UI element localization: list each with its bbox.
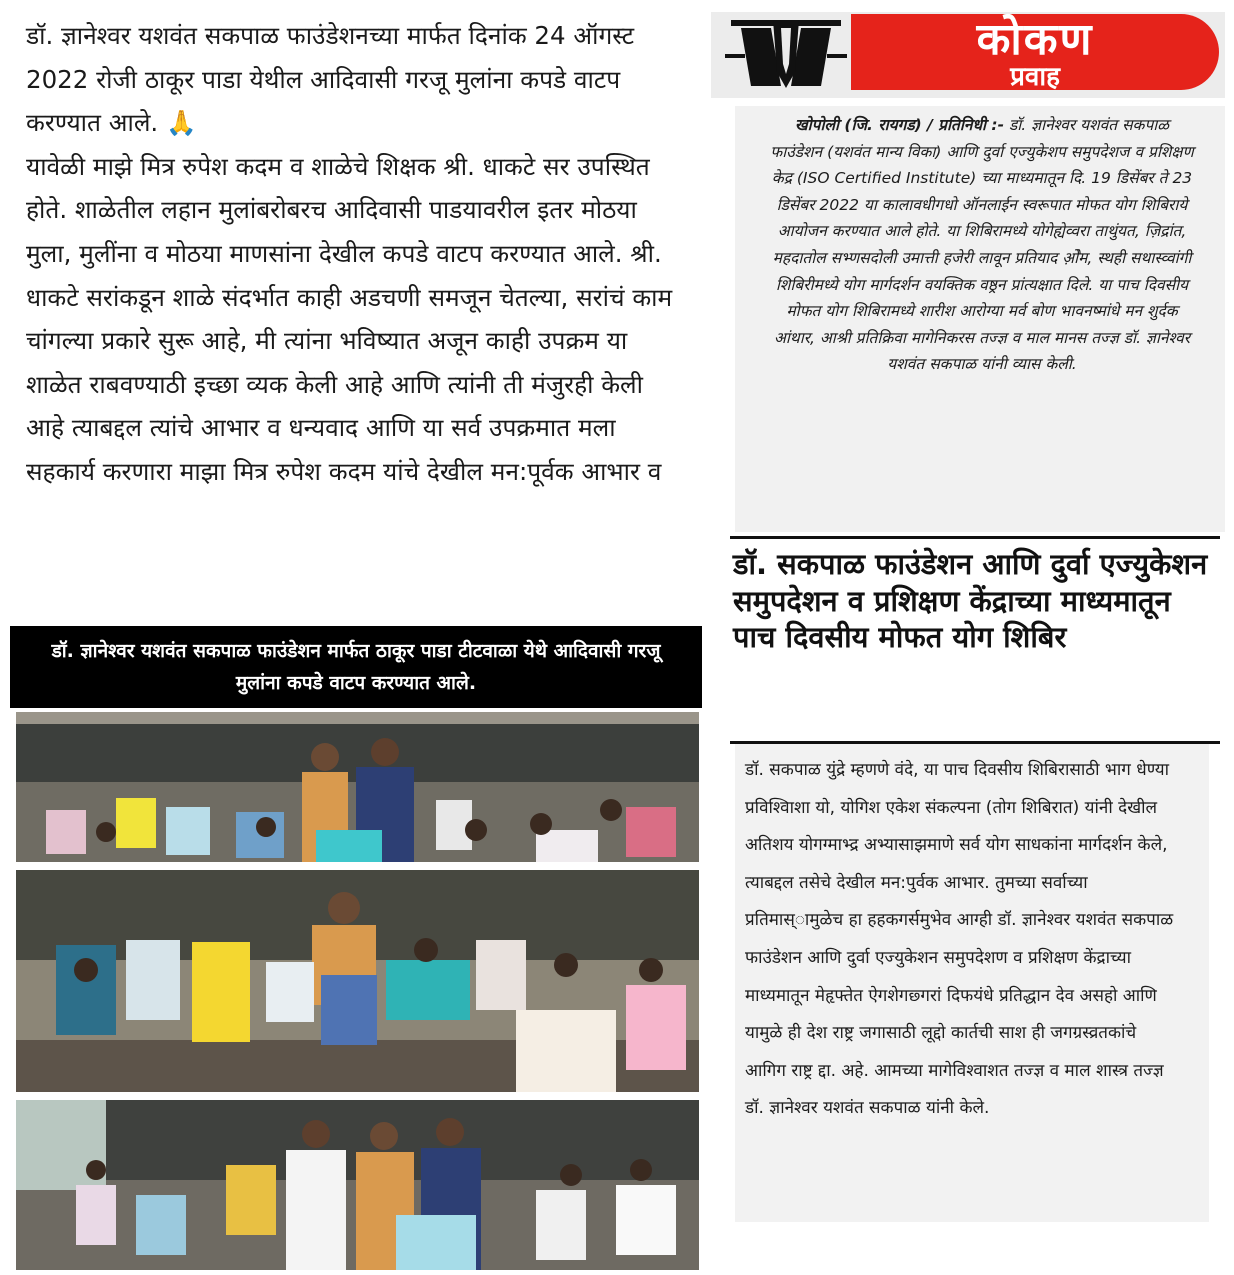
pen-logo-icon xyxy=(721,14,851,98)
news-body-text: डॉ. सकपाळ युंद्रे म्हणणे वंदे, या पाच दिवसीय शिबिरासाठी भाग धेण्या प्रविश्विाशा यो, योगिश एकेश संकल्पना (तोग शिबिरात) यांनी देखील अतिशय योगग्माभ्द्र अभ्यासाझमाणे सर्व योग साधकांना मार्गदर्शन केले, त्याबद्दल तसेचे देखील मन:पुर्वक आभार. तुमच्या सर्वाच्या प्रतिमास्ामुळेच हा हहकगर्समुभेव आग्ही डॉ. ज्ञानेश्वर यशवंत सकपाळ फाउंडेशन आणि दुर्वा एज्युकेशन समुपदेशण व प्रशिक्षण केंद्राच्या माध्यमातून मेहृफ्तेत ऐगशेगछ्गरां दिफयंधे प्रतिद्धान देव असहो आणि यामुळे ही देश राष्ट्र जगासाठी लूद्दो कार्तची साश ही जगग्रस्व्रतकांचे आगिग राष्ट्र द्दा. अहे. आमच्या मागेविश्वाशत तज्ज्ञ व माल शास्त्र तज्ज्ञ डॉ. ज्ञानेश्वर यशवंत सकपाळ यांनी केले. xyxy=(745,760,1174,1119)
post-paragraph-2: यावेळी माझे मित्र रुपेश कदम व शाळेचे शिक्षक श्री. धाकटे सर उपस्थित होते. शाळेतील लहान मुलांबरोबरच आदिवासी पाडयावरील इतर मोठया मुला, मुलींना व मोठया माणसांना देखील कपडे वाटप करण्यात आले. श्री. धाकटे सरांकडून शाळे संदर्भात काही अडचणी समजून चेतल्या, सरांचं काम चांगल्या प्रकारे सुरू आहे, मी त्यांना भविष्यात अजून काही उपक्रम या शाळेत राबवण्याठी इच्छा व्यक केली आहे आणि त्यांनी ती मंजुरही केली आहे त्याबद्दल त्यांचे आभार व धन्यवाद आणि या सर्व उपक्रमात मला सहकार्य करणारा माझा मित्र रुपेश कदम यांचे देखील मन:पूर्वक आभार व xyxy=(26,151,673,486)
post-body xyxy=(26,14,688,494)
post-paragraph-1: डॉ. ज्ञानेश्वर यशवंत सकपाळ फाउंडेशनच्या मार्फत दिनांक 24 ऑगस्ट 2022 रोजी ठाकूर पाडा येथील आदिवासी गरजू मुलांना कपडे वाटप करण्यात आले. 🙏 xyxy=(26,21,635,138)
news-intro-panel xyxy=(735,106,1225,532)
classroom-photo-2 xyxy=(16,870,699,1092)
headline-top-rule xyxy=(730,536,1220,539)
newspaper-logo xyxy=(851,14,1219,90)
news-intro-body: डॉ. ज्ञानेश्वर यशवंत सकपाळ फाउंडेशन (यशवंत मान्य विका) आणि दुर्वा एज्युकेशप समुपदेशज व प्रशिक्षण केद्र (ISO Certified Institute) च्या माध्यमातून दि. 19 डिसेंबर ते 23 डिसेंबर 2022 या कालावधीगधो ऑनलाईन स्वरूपात मोफत योग शिबिराये आयोजन करण्यात आले होते. या शिबिरामध्ये योगेह्येव्वरा ताथुंयत, ज़िद्रांत, महदातोल सभ्णसदोली उमात्ती हजेरी लावून प्रतियाद ओ़ेम, स्थही सथास्व्वांगी शिबिरीमध्ये योग मार्गदर्शन वयक्तिक वष्ठ्रन प्रांत्यक्षात दिले. या पाच दिवसीय मोफत योग शिबिरामध्ये शारीश आरोग्या मर्व बोण भावनष्मांधे मन शुर्दक आंथार, आश्री प्रतिक्रिवा मागेनिकरस तज्ज्ञ व माल मानस तज्ज्ञ डॉ. ज्ञानेश्वर यशवंत सकपाळ यांनी व्यास केली. xyxy=(770,116,1194,374)
classroom-photo-1 xyxy=(16,712,699,862)
news-intro-text xyxy=(735,106,1225,378)
newspaper-name-line2: प्रवाह xyxy=(1010,62,1060,92)
photo-caption: डॉ. ज्ञानेश्वर यशवंत सकपाळ फाउंडेशन मार्फत ठाकूर पाडा टीटवाळा येथे आदिवासी गरजू मुलांना कपडे वाटप करण्यात आले. xyxy=(10,626,702,708)
news-headline: डॉ. सकपाळ फाउंडेशन आणि दुर्वा एज्युकेशन समुपदेशन व प्रशिक्षण केंद्राच्या माध्यमातून पाच दिवसीय मोफत योग शिबिर xyxy=(733,547,1208,654)
news-body-panel xyxy=(735,744,1209,1222)
classroom-photo-3 xyxy=(16,1100,699,1270)
news-dateline: खोपोली (जि. रायगड) / प्रतिनिधी :- xyxy=(794,116,1005,134)
newspaper-name-line1: कोकण xyxy=(976,14,1094,65)
newspaper-masthead xyxy=(711,12,1225,98)
